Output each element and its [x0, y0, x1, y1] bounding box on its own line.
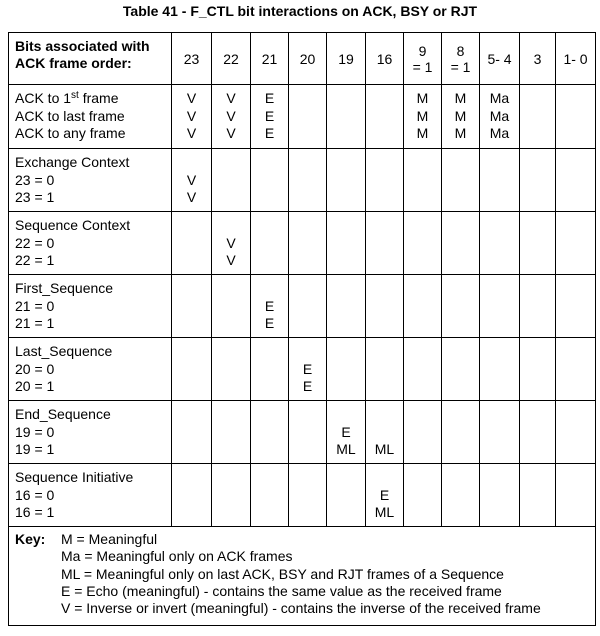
- column-header-text: 19: [338, 50, 354, 67]
- cell-empty: [366, 275, 404, 338]
- cell-empty: [172, 212, 212, 275]
- column-header-5-4: [480, 33, 520, 85]
- group-heading: First_Sequence: [15, 280, 114, 296]
- group-line: 22 = 0: [15, 234, 55, 251]
- cell-empty: [251, 338, 289, 401]
- header-row: [9, 33, 596, 85]
- column-header-subtext: = 1: [450, 58, 471, 75]
- group-line: 16 = 0: [15, 486, 55, 503]
- header-label-line2: ACK frame order:: [15, 55, 132, 71]
- cell-ack-20: [289, 85, 327, 149]
- cell-empty: [172, 401, 212, 464]
- column-header-8: [442, 33, 480, 85]
- cell-value: V V: [212, 212, 251, 275]
- cell-empty: [404, 401, 442, 464]
- cell-ack-9: M M M: [404, 85, 442, 149]
- column-header-text: 23: [183, 50, 200, 67]
- row-label-ack-first: ACK to 1st frame: [15, 90, 119, 106]
- cell-empty: [289, 212, 327, 275]
- cell-empty: [251, 212, 289, 275]
- cell-value: ML: [366, 401, 404, 464]
- cell-empty: [480, 338, 520, 401]
- group-row-first-sequence: [9, 275, 596, 338]
- cell-ack-5-4: Ma Ma Ma: [480, 85, 520, 149]
- cell-empty: [520, 338, 556, 401]
- cell-empty: [212, 464, 251, 527]
- cell-empty: [442, 338, 480, 401]
- group-labels: [9, 275, 172, 338]
- cell-empty: [520, 275, 556, 338]
- group-row-last-sequence: [9, 338, 596, 401]
- cell-empty: [289, 275, 327, 338]
- cell-empty: [289, 464, 327, 527]
- group-row-exchange-context: [9, 149, 596, 212]
- cell-empty: [327, 149, 366, 212]
- column-header-text: 20: [299, 50, 316, 67]
- column-header-text: 1- 0: [563, 50, 588, 67]
- group-line: 20 = 0: [15, 360, 55, 377]
- column-header-19: [327, 33, 366, 85]
- cell-ack-3: [520, 85, 556, 149]
- cell-empty: [404, 338, 442, 401]
- cell-ack-22: V V V: [212, 85, 251, 149]
- key-label: Key:: [15, 531, 46, 547]
- group-heading: Last_Sequence: [15, 343, 113, 359]
- cell-empty: [289, 401, 327, 464]
- cell-empty: [404, 149, 442, 212]
- column-header-3: [520, 33, 556, 85]
- column-header-23: [172, 33, 212, 85]
- cell-ack-19: [327, 85, 366, 149]
- key-entry: [15, 548, 595, 565]
- group-line: 21 = 0: [15, 297, 55, 314]
- cell-empty: [480, 149, 520, 212]
- key-item: E = Echo (meaningful) - contains the same value as the received frame: [61, 582, 502, 599]
- table-title: Table 41 - F_CTL bit interactions on ACK, BSY or RJT: [122, 3, 478, 19]
- row-label-ack-last: ACK to last frame: [15, 107, 125, 124]
- cell-empty: [289, 149, 327, 212]
- cell-empty: [556, 275, 596, 338]
- cell-empty: [556, 212, 596, 275]
- cell-empty: [251, 464, 289, 527]
- cell-ack-8: M M M: [442, 85, 480, 149]
- cell-empty: [556, 149, 596, 212]
- cell-empty: [366, 149, 404, 212]
- cell-empty: [172, 338, 212, 401]
- cell-ack-23: V V V: [172, 85, 212, 149]
- cell-empty: [480, 464, 520, 527]
- column-header-text: 21: [261, 50, 278, 67]
- cell-empty: [556, 338, 596, 401]
- cell-empty: [520, 149, 556, 212]
- group-line: 23 = 1: [15, 189, 55, 205]
- group-line: 21 = 1: [15, 315, 55, 331]
- cell-value: E E: [251, 275, 289, 338]
- cell-value: E ML: [366, 464, 404, 527]
- ack-group-row: [9, 85, 596, 149]
- group-labels: [9, 401, 172, 464]
- group-line: 20 = 1: [15, 378, 55, 394]
- cell-ack-16: [366, 85, 404, 149]
- column-header-text: 22: [223, 50, 239, 67]
- key-entry: [15, 531, 595, 548]
- cell-empty: [520, 464, 556, 527]
- key-item: Ma = Meaningful only on ACK frames: [61, 548, 293, 565]
- ack-group-labels: [9, 85, 172, 149]
- group-heading: Exchange Context: [15, 154, 130, 170]
- column-header-text: 16: [376, 50, 393, 67]
- cell-ack-1-0: [556, 85, 596, 149]
- cell-empty: [251, 401, 289, 464]
- group-heading: End_Sequence: [15, 406, 111, 422]
- column-header-22: [212, 33, 251, 85]
- column-header-text: 3: [533, 50, 542, 67]
- cell-empty: [212, 149, 251, 212]
- cell-empty: [480, 212, 520, 275]
- column-header-9: [404, 33, 442, 85]
- cell-empty: [442, 212, 480, 275]
- column-header-20: [289, 33, 327, 85]
- cell-empty: [480, 401, 520, 464]
- cell-empty: [404, 212, 442, 275]
- group-row-sequence-context: [9, 212, 596, 275]
- key-entry: [15, 600, 595, 617]
- cell-empty: [404, 464, 442, 527]
- cell-value: E ML: [327, 401, 366, 464]
- cell-empty: [366, 212, 404, 275]
- cell-empty: [327, 338, 366, 401]
- key-item: M = Meaningful: [61, 531, 158, 547]
- f-ctl-table: [8, 32, 596, 626]
- column-header-text: 8: [456, 42, 465, 59]
- key-entry: [15, 566, 595, 583]
- cell-empty: [556, 401, 596, 464]
- cell-empty: [404, 275, 442, 338]
- cell-empty: [366, 338, 404, 401]
- group-heading: Sequence Context: [15, 217, 131, 233]
- cell-empty: [442, 401, 480, 464]
- key-cell: [9, 527, 596, 626]
- key-item: ML = Meaningful only on last ACK, BSY and RJT frames of a Sequence: [61, 565, 504, 582]
- cell-ack-21: E E E: [251, 85, 289, 149]
- group-line: 22 = 1: [15, 252, 55, 268]
- header-label-line1: Bits associated with: [15, 38, 150, 54]
- group-labels: [9, 149, 172, 212]
- group-labels: [9, 338, 172, 401]
- cell-empty: [442, 464, 480, 527]
- key-entry: [15, 583, 595, 600]
- group-line: 23 = 0: [15, 171, 55, 188]
- column-header-subtext: = 1: [412, 58, 433, 75]
- group-line: 19 = 1: [15, 441, 55, 457]
- cell-empty: [556, 464, 596, 527]
- group-row-sequence-initiative: [9, 464, 596, 527]
- column-header-16: [366, 33, 404, 85]
- group-line: 16 = 1: [15, 504, 55, 520]
- cell-empty: [442, 149, 480, 212]
- cell-empty: [442, 275, 480, 338]
- cell-empty: [327, 464, 366, 527]
- group-heading: Sequence Initiative: [15, 469, 134, 485]
- cell-empty: [327, 212, 366, 275]
- cell-empty: [520, 401, 556, 464]
- row-label-ack-any: ACK to any frame: [15, 125, 126, 141]
- cell-value: V V: [172, 149, 212, 212]
- group-labels: [9, 464, 172, 527]
- cell-empty: [327, 275, 366, 338]
- cell-empty: [480, 275, 520, 338]
- column-header-1-0: [556, 33, 596, 85]
- cell-empty: [520, 212, 556, 275]
- cell-empty: [212, 401, 251, 464]
- cell-empty: [172, 464, 212, 527]
- header-label: [9, 33, 172, 85]
- column-header-text: 5- 4: [487, 50, 512, 67]
- group-row-end-sequence: [9, 401, 596, 464]
- cell-empty: [251, 149, 289, 212]
- group-line: 19 = 0: [15, 423, 55, 440]
- key-row: [9, 527, 596, 626]
- cell-empty: [172, 275, 212, 338]
- cell-empty: [212, 338, 251, 401]
- key-item: V = Inverse or invert (meaningful) - contains the inverse of the received frame: [61, 600, 541, 617]
- cell-empty: [212, 275, 251, 338]
- column-header-21: [251, 33, 289, 85]
- group-labels: [9, 212, 172, 275]
- cell-value: E E: [289, 338, 327, 401]
- column-header-text: 9: [418, 42, 427, 59]
